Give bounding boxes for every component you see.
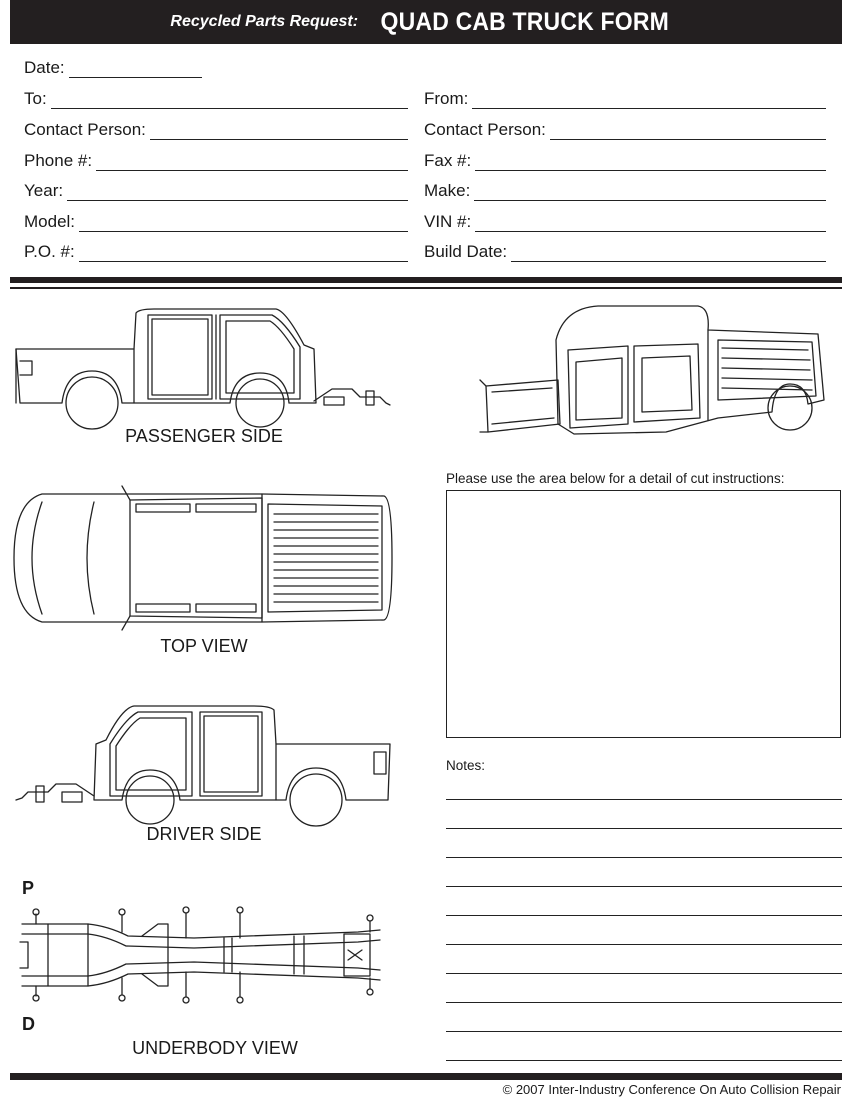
perspective-truck-drawing [478, 300, 834, 445]
to-label: To: [24, 89, 47, 108]
phone-label: Phone #: [24, 151, 93, 170]
model-input-line[interactable] [79, 214, 408, 232]
section-divider-thin [10, 287, 842, 289]
from-input-line[interactable] [472, 91, 826, 109]
notes-line[interactable] [446, 973, 842, 974]
date-label: Date: [24, 58, 65, 77]
notes-line[interactable] [446, 886, 842, 887]
make-field[interactable] [424, 179, 826, 201]
notes-label: Notes: [446, 758, 486, 773]
contact-person-right-label: Contact Person: [424, 120, 546, 139]
po-input-line[interactable] [79, 244, 408, 262]
copyright-footer: © 2007 Inter-Industry Conference On Auto Collision Repair [502, 1082, 841, 1097]
date-field[interactable] [24, 56, 202, 78]
notes-line[interactable] [446, 857, 842, 858]
phone-field[interactable] [24, 149, 408, 171]
year-field[interactable] [24, 179, 408, 201]
fax-input-line[interactable] [475, 153, 826, 171]
driver-side-truck-drawing [14, 704, 394, 814]
po-field[interactable] [24, 240, 408, 262]
driver-side-caption: DRIVER SIDE [146, 824, 262, 844]
fax-field[interactable] [424, 149, 826, 171]
notes-line[interactable] [446, 799, 842, 800]
section-divider-thick [10, 277, 842, 283]
contact-person-left-label: Contact Person: [24, 120, 146, 139]
notes-line[interactable] [446, 1002, 842, 1003]
contact-person-left-field[interactable] [24, 118, 408, 140]
make-label: Make: [424, 181, 471, 200]
passenger-label-p: P [22, 878, 35, 898]
year-label: Year: [24, 181, 64, 200]
model-label: Model: [24, 212, 76, 231]
top-view-caption: TOP VIEW [160, 636, 248, 656]
date-input-line[interactable] [69, 60, 202, 78]
notes-line[interactable] [446, 1060, 842, 1061]
passenger-side-caption: PASSENGER SIDE [125, 426, 283, 446]
build-date-field[interactable] [424, 240, 826, 262]
contact-person-right-field[interactable] [424, 118, 826, 140]
cut-instructions-box[interactable] [446, 490, 841, 738]
vin-input-line[interactable] [475, 214, 826, 232]
to-input-line[interactable] [51, 91, 408, 109]
fax-label: Fax #: [424, 151, 472, 170]
footer-divider [10, 1073, 842, 1080]
notes-line[interactable] [446, 915, 842, 916]
model-field[interactable] [24, 210, 408, 232]
top-view-truck-drawing [12, 482, 394, 632]
contact-person-left-input-line[interactable] [150, 122, 408, 140]
passenger-side-truck-drawing [14, 305, 394, 415]
build-date-label: Build Date: [424, 242, 508, 261]
driver-label-d: D [22, 1014, 35, 1034]
notes-line[interactable] [446, 828, 842, 829]
from-label: From: [424, 89, 469, 108]
form-title: QUAD CAB TRUCK FORM [380, 7, 670, 36]
to-field[interactable] [24, 87, 408, 109]
form-header [10, 0, 842, 44]
make-input-line[interactable] [474, 183, 826, 201]
from-field[interactable] [424, 87, 826, 109]
underbody-view-caption: UNDERBODY VIEW [132, 1038, 298, 1058]
notes-line[interactable] [446, 944, 842, 945]
year-input-line[interactable] [67, 183, 408, 201]
notes-line[interactable] [446, 1031, 842, 1032]
contact-person-right-input-line[interactable] [550, 122, 826, 140]
vin-label: VIN #: [424, 212, 472, 231]
po-label: P.O. #: [24, 242, 75, 261]
vin-field[interactable] [424, 210, 826, 232]
phone-input-line[interactable] [96, 153, 408, 171]
cut-instructions-label: Please use the area below for a detail of cut instructions: [446, 471, 785, 486]
form-subtitle: Recycled Parts Request: [170, 13, 359, 30]
underbody-frame-drawing [18, 904, 384, 1006]
build-date-input-line[interactable] [511, 244, 826, 262]
